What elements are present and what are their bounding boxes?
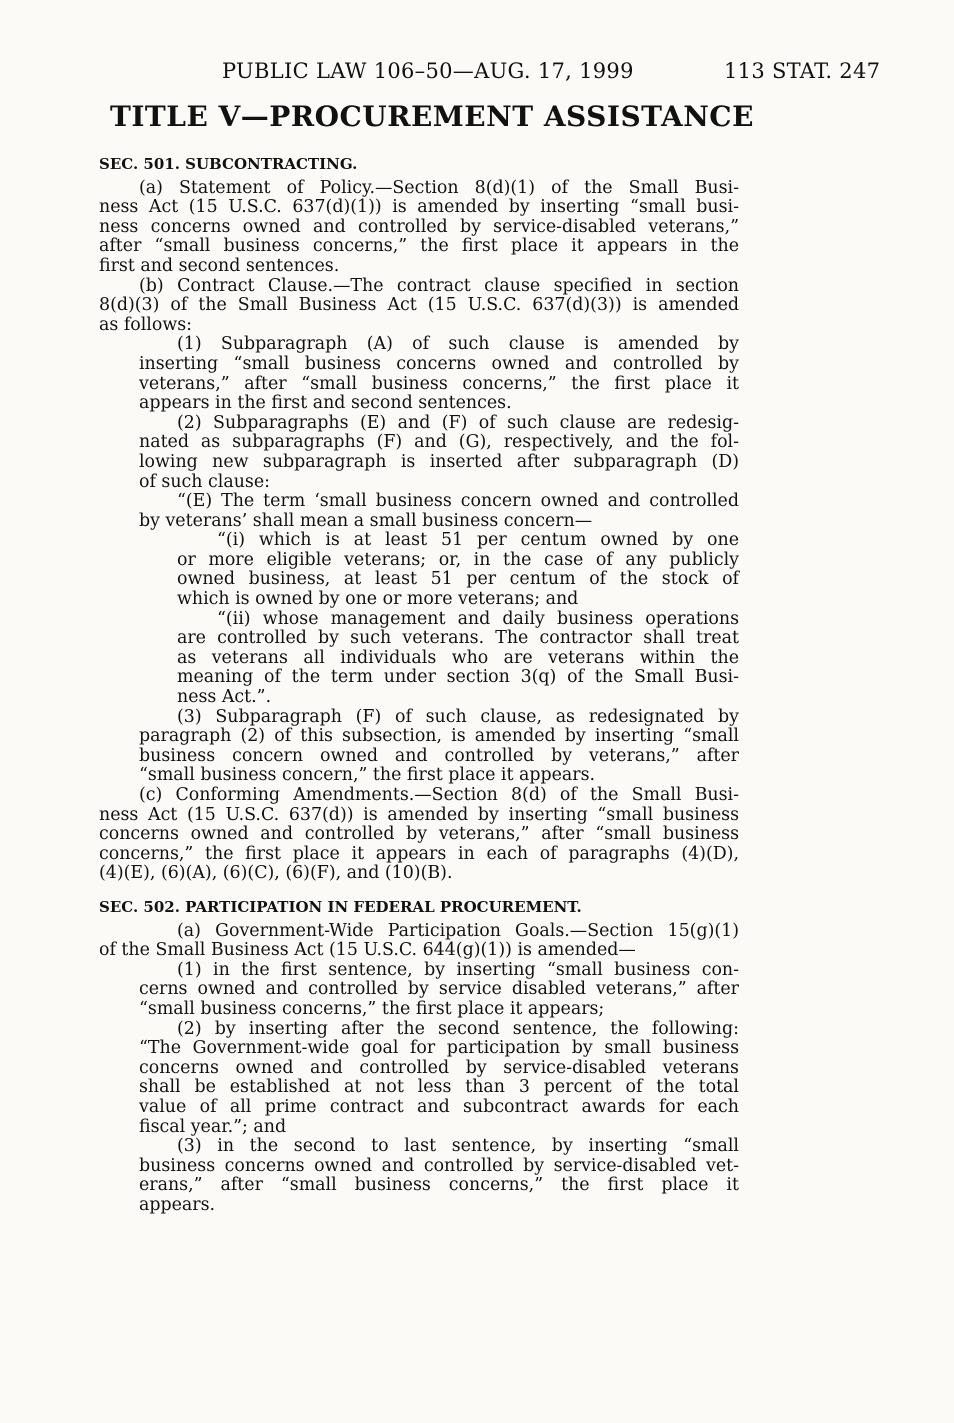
text-line: (b) Contract Clause.—The contract clause specified in section — [139, 275, 739, 296]
text-line: concerns owned and controlled by veterans,” after “small business — [99, 824, 739, 845]
text-line: “(i) which is at least 51 per centum owned by one — [217, 530, 739, 551]
text-line: (4)(E), (6)(A), (6)(C), (6)(F), and (10)(B). — [99, 863, 453, 884]
text-line: (2) by inserting after the second sentence, the following: — [177, 1018, 739, 1039]
text-line: (a) Government-Wide Participation Goals.—Section 15(g)(1) — [177, 920, 739, 941]
text-line: 8(d)(3) of the Small Business Act (15 U.S.C. 637(d)(3)) is amended — [99, 295, 739, 316]
text-line: (1) Subparagraph (A) of such clause is amended by — [177, 334, 739, 355]
text-line: concerns owned and controlled by service-disabled veterans — [139, 1057, 739, 1078]
text-line: “(E) The term ‘small business concern owned and controlled — [177, 491, 739, 512]
running-header: PUBLIC LAW 106–50—AUG. 17, 1999 — [222, 59, 634, 83]
text-line: shall be established at not less than 3 percent of the total — [139, 1077, 739, 1098]
text-line: ness Act.”. — [177, 687, 272, 708]
document-body — [99, 155, 739, 1215]
text-line: by veterans’ shall mean a small business concern— — [139, 510, 593, 531]
text-line: of the Small Business Act (15 U.S.C. 644(g)(1)) is amended— — [99, 940, 636, 961]
text-line: (c) Conforming Amendments.—Section 8(d) of the Small Busi- — [139, 785, 739, 805]
text-line: cerns owned and controlled by service disabled veterans,” after — [139, 979, 739, 1000]
section-heading: SEC. 501. SUBCONTRACTING. — [99, 155, 358, 173]
text-line: ness Act (15 U.S.C. 637(d)(1)) is amended by inserting “small busi- — [99, 197, 739, 218]
text-line: or more eligible veterans; or, in the case of any publicly — [177, 549, 739, 570]
text-line: (3) Subparagraph (F) of such clause, as redesignated by — [177, 706, 739, 727]
text-line: (1) in the first sentence, by inserting “small business con- — [177, 959, 739, 980]
text-line: “(ii) whose management and daily business operations — [217, 608, 739, 629]
text-line: fiscal year.”; and — [139, 1116, 287, 1137]
text-line: “The Government-wide goal for participation by small business — [139, 1038, 739, 1059]
text-line: (a) Statement of Policy.—Section 8(d)(1) of the Small Busi- — [139, 177, 739, 198]
section-heading: SEC. 502. PARTICIPATION IN FEDERAL PROCUREMENT. — [99, 897, 582, 916]
text-line: nated as subparagraphs (F) and (G), respectively, and the fol- — [139, 432, 739, 453]
text-line: are controlled by such veterans. The contractor shall treat — [177, 628, 739, 649]
text-line: (3) in the second to last sentence, by inserting “small — [177, 1136, 739, 1157]
text-line: erans,” after “small business concerns,” the first place it — [139, 1175, 739, 1196]
text-line: business concern owned and controlled by veterans,” after — [139, 745, 739, 766]
text-line: lowing new subparagraph is inserted after subparagraph (D) — [139, 451, 739, 472]
text-line: paragraph (2) of this subsection, is amended by inserting “small — [139, 726, 739, 747]
text-line: “small business concern,” the first place it appears. — [139, 765, 596, 786]
text-line: inserting “small business concerns owned and controlled by — [139, 353, 739, 374]
text-line: owned business, at least 51 per centum of the stock of — [177, 569, 739, 590]
text-line: (2) Subparagraphs (E) and (F) of such clause are redesig- — [177, 412, 739, 433]
text-line: meaning of the term under section 3(q) of the Small Busi- — [177, 667, 739, 688]
text-line: “small business concerns,” the first place it appears; — [139, 998, 605, 1019]
text-line: appears in the first and second sentences. — [139, 393, 512, 414]
text-line: value of all prime contract and subcontract awards for each — [139, 1096, 739, 1117]
text-line: first and second sentences. — [99, 255, 340, 276]
text-line: as veterans all individuals who are veterans within the — [177, 647, 739, 668]
text-line: business concerns owned and controlled by service-disabled vet- — [139, 1155, 739, 1176]
text-line: veterans,” after “small business concerns,” the first place it — [139, 373, 739, 394]
text-line: of such clause: — [139, 471, 270, 492]
text-line: after “small business concerns,” the first place it appears in the — [99, 236, 739, 257]
text-line: which is owned by one or more veterans; and — [177, 589, 579, 610]
text-line: as follows: — [99, 314, 192, 335]
title-heading: TITLE V—PROCUREMENT ASSISTANCE — [110, 100, 754, 133]
text-line: concerns,” the first place it appears in each of paragraphs (4)(D), — [99, 843, 739, 864]
text-line: appears. — [139, 1194, 216, 1215]
text-line: ness concerns owned and controlled by service-disabled veterans,” — [99, 216, 739, 237]
text-line: ness Act (15 U.S.C. 637(d)) is amended by inserting “small business — [99, 804, 739, 825]
page-number: 113 STAT. 247 — [724, 59, 881, 83]
